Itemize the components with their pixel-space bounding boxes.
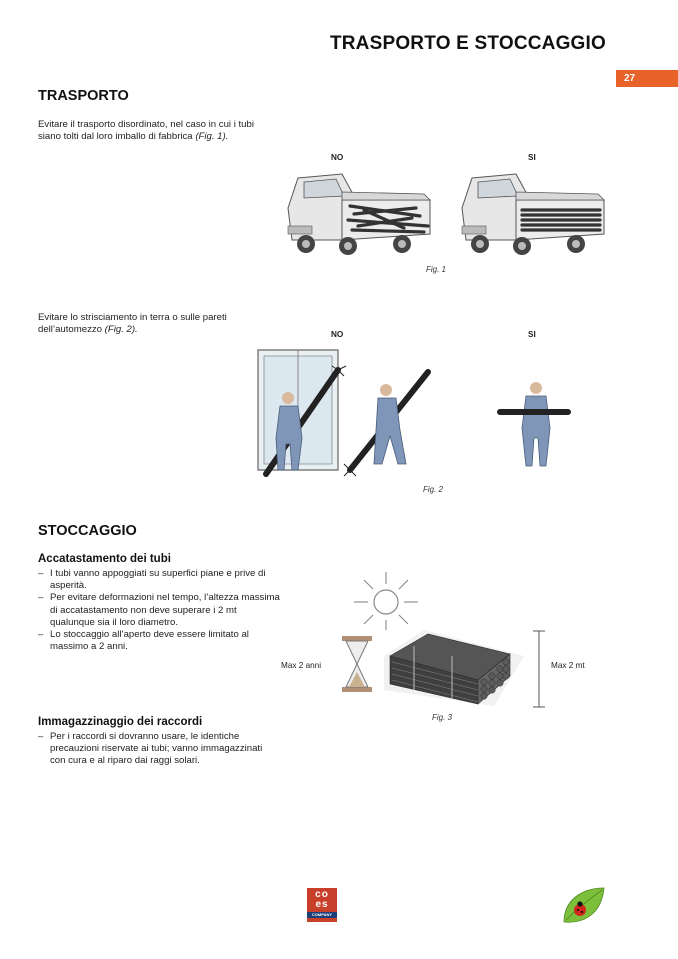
- text-line: asperità.: [50, 580, 87, 592]
- logo-text: es: [315, 899, 329, 910]
- page-number-badge: 27: [616, 70, 678, 87]
- pipe-stack-icon: [384, 626, 524, 708]
- text-fragment: dell’automezzo: [38, 324, 105, 336]
- text-fragment: siano tolti dal loro imballo di fabbrica: [38, 131, 196, 143]
- person-carrying-pipe-icon: [498, 378, 572, 470]
- text-line: precauzioni riservate ai tubi; vanno immagazzinati: [50, 743, 263, 755]
- logo-text: co: [315, 889, 329, 900]
- fig1-caption: Fig. 1: [426, 265, 447, 274]
- hourglass-icon: [340, 636, 374, 692]
- text-line: di accatastamento non deve superare i 2 mt: [50, 604, 237, 616]
- fig3-label-time: Max 2 anni: [281, 661, 322, 670]
- text-line: – Per i raccordi si dovranno usare, le identiche: [50, 731, 240, 742]
- list-item: [38, 629, 328, 653]
- section-heading-trasporto: TRASPORTO: [38, 88, 129, 104]
- fig2-label-no: NO: [331, 330, 344, 339]
- text-line: – Lo stoccaggio all’aperto deve essere limitato al: [50, 629, 249, 641]
- fig1-label-si: SI: [528, 153, 536, 162]
- accatastamento-list: [38, 568, 328, 653]
- page-title: TRASPORTO E STOCCAGGIO: [329, 33, 606, 54]
- text-line: massimo a 2 anni.: [50, 641, 128, 653]
- text-line: qualunque sia il loro diametro.: [50, 616, 178, 628]
- trasporto-paragraph-2: [38, 312, 328, 336]
- sun-icon: [350, 570, 422, 630]
- coes-logo: [307, 888, 337, 922]
- fig3-caption: Fig. 3: [432, 713, 453, 722]
- list-item: [38, 568, 328, 592]
- truck-icon: [458, 170, 608, 262]
- text-line: Evitare il trasporto disordinato, nel caso in cui i tubi: [38, 119, 254, 130]
- list-item: [38, 731, 328, 768]
- text-line: – Per evitare deformazioni nel tempo, l’altezza massima: [50, 592, 280, 604]
- subheading-immagazzinaggio: Immagazzinaggio dei raccordi: [38, 716, 203, 728]
- figure-reference: (Fig. 1).: [195, 131, 229, 143]
- text-line: – I tubi vanno appoggiati su superfici piane e prive di: [50, 568, 266, 579]
- subheading-accatastamento: Accatastamento dei tubi: [38, 553, 171, 565]
- truck-icon: [284, 170, 434, 262]
- height-dimension-line: [532, 630, 546, 708]
- list-item: [38, 592, 328, 629]
- fig3-label-height: Max 2 mt: [551, 661, 585, 670]
- leaf-ladybug-icon: [560, 886, 606, 926]
- text-line: [38, 324, 328, 336]
- text-line: con cura e al riparo dai raggi solari.: [50, 755, 200, 767]
- figure-reference: (Fig. 2).: [104, 324, 138, 336]
- fig2-caption: Fig. 2: [423, 485, 444, 494]
- fig1-label-no: NO: [331, 153, 344, 162]
- person-carrying-pipe-icon: [344, 366, 434, 478]
- trasporto-paragraph-1: [38, 119, 328, 143]
- person-carrying-pipe-icon: [258, 366, 348, 478]
- fig2-label-si: SI: [528, 330, 536, 339]
- section-heading-stoccaggio: STOCCAGGIO: [38, 523, 137, 539]
- text-line: Evitare lo strisciamento in terra o sulle pareti: [38, 312, 227, 323]
- text-line: [38, 131, 328, 143]
- logo-text: COMPANY: [307, 912, 337, 918]
- immagazzinaggio-list: [38, 731, 328, 768]
